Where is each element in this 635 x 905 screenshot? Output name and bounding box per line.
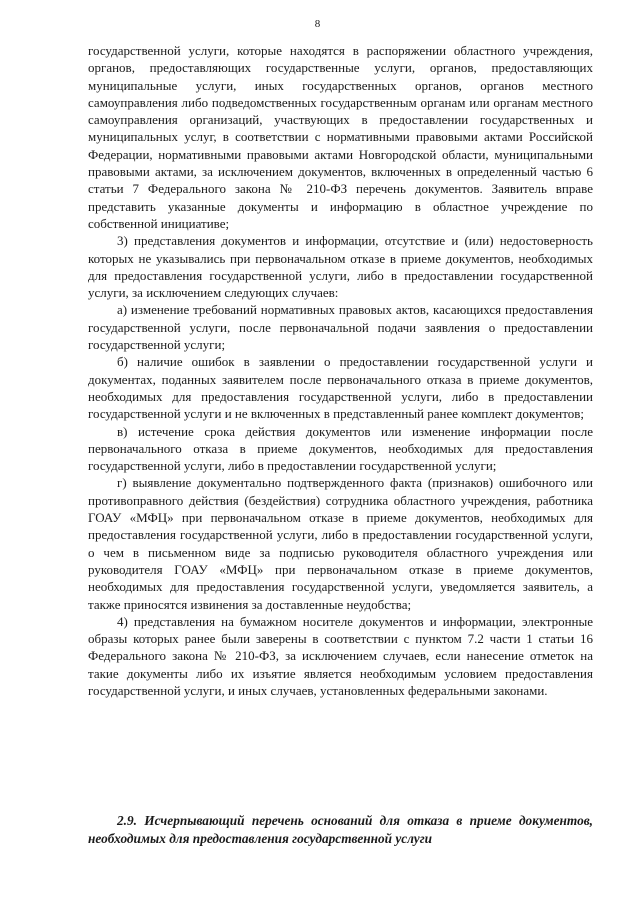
paragraph-subitem-g: г) выявление документально подтвержденного факта (признаков) ошибочного или противоправного действия (бездействия) сотрудника областного учреждения, работника ГОАУ «МФЦ» при первоначальном отказе в приеме документов, необходимых для предоставления государственной услуги, либо в предоставлении государственной услуги, о чем в письменном виде за подписью руководителя областного учреждения или руководителя ГОАУ «МФЦ» при первоначальном отказе в приеме документов, необходимых для предоставления государственной услуги, уведомляется заявитель, а также приносятся извинения за доставленные неудобства; [88,475,593,612]
page-number: 8 [314,18,321,30]
paragraph-subitem-a: а) изменение требований нормативных правовых актов, касающихся предоставления государственной услуги, после первоначальной подачи заявления о предоставлении государственной услуги; [88,302,593,353]
document-body [88,42,593,699]
paragraph-continuation: государственной услуги, которые находятся в распоряжении областного учреждения, органов, предоставляющих государственные услуги, органов, предоставляющих муниципальные услуги, иных государственных органов, органов местного самоуправления либо подведомственных государственным органам или органам местного самоуправления организаций, участвующих в предоставлении государственных и муниципальных услуг, в соответствии с нормативными правовыми актами Российской Федерации, нормативными правовыми актами Новгородской области, муниципальными правовыми актами, за исключением документов, включенных в определенный частью 6 статьи 7 Федерального закона № 210-ФЗ перечень документов. Заявитель вправе представить указанные документы и информацию в областное учреждение по собственной инициативе; [88,43,593,231]
paragraph-subitem-v: в) истечение срока действия документов или изменение информации после первоначального отказа в приеме документов, необходимых для предоставления государственной услуги, либо в предоставлении государственной услуги; [88,423,593,474]
section-heading: 2.9. Исчерпывающий перечень оснований для отказа в приеме документов, необходимых для предоставления государственной услуги [88,813,593,846]
paragraph-item-3: 3) представления документов и информации, отсутствие и (или) недостоверность которых не указывались при первоначальном отказе в приеме документов, необходимых для предоставления государственной услуги, либо в предоставлении государственной услуги, за исключением следующих случаев: [88,233,593,301]
paragraph-subitem-b: б) наличие ошибок в заявлении о предоставлении государственной услуги и документах, поданных заявителем после первоначального отказа в приеме документов, необходимых для предоставления государственной услуги, либо в предоставлении государственной услуги и не включенных в представленный ранее комплект документов; [88,354,593,422]
paragraph-item-4: 4) представления на бумажном носителе документов и информации, электронные образы которых ранее были заверены в соответствии с пунктом 7.2 части 1 статьи 16 Федерального закона № 210-ФЗ, за исключением случаев, если нанесение отметок на такие документы либо их изъятие является необходимым условием предоставления государственной услуги, и иных случаев, установленных федеральными законами. [88,613,593,698]
